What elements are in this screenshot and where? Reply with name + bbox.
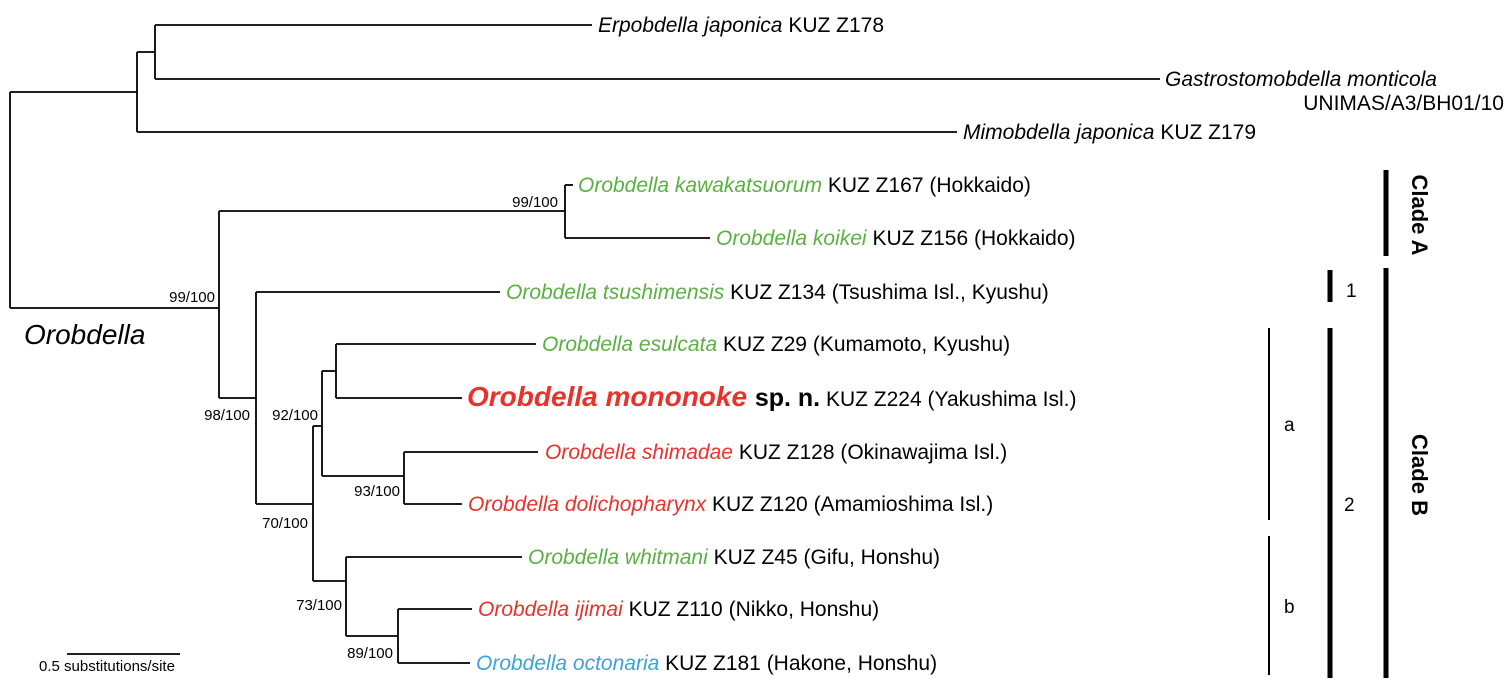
support-values: [169, 194, 558, 662]
taxon-orobdella-ijimai: Orobdella ijimai KUZ Z110 (Nikko, Honshu): [478, 598, 880, 621]
taxon-gastrostomobdella-monticola: Gastrostomobdella monticola: [1165, 68, 1437, 91]
label-clade-b: Clade B: [1407, 434, 1432, 516]
label-clade-a: Clade A: [1407, 174, 1432, 256]
support-subclade-a: 92/100: [272, 407, 318, 424]
taxon-orobdella-kawakatsuorum: Orobdella kawakatsuorum KUZ Z167 (Hokkaido): [578, 174, 1031, 197]
support-subclade-b: 73/100: [296, 597, 342, 614]
label-group-1: 1: [1346, 281, 1357, 302]
taxon-orobdella-esulcata: Orobdella esulcata KUZ Z29 (Kumamoto, Kyushu): [542, 333, 1011, 356]
label-subgroup-a: a: [1284, 415, 1295, 436]
label-group-2: 2: [1344, 495, 1355, 516]
support-orobdella: 99/100: [169, 289, 215, 306]
taxon-orobdella-mononoke: Orobdella mononoke sp. n. KUZ Z224 (Yakushima Isl.): [467, 381, 1077, 412]
taxon-orobdella-dolichopharynx: Orobdella dolichopharynx KUZ Z120 (Amamioshima Isl.): [468, 493, 994, 516]
support-clade-b: 98/100: [204, 407, 250, 424]
label-subgroup-b: b: [1284, 597, 1295, 618]
support-kawakatsuorum-koikei: 99/100: [512, 194, 558, 211]
genus-label-orobdella: Orobdella: [24, 319, 146, 350]
taxon-orobdella-octonaria: Orobdella octonaria KUZ Z181 (Hakone, Honshu): [476, 652, 938, 675]
scale-bar: [39, 654, 180, 675]
scale-bar-text: 0.5 substitutions/site: [39, 658, 175, 675]
taxon-orobdella-shimadae: Orobdella shimadae KUZ Z128 (Okinawajima Isl.): [545, 441, 1008, 464]
taxon-labels: [467, 14, 1504, 675]
taxon-orobdella-tsushimensis: Orobdella tsushimensis KUZ Z134 (Tsushima Isl., Kyushu): [506, 281, 1049, 304]
support-clade-2: 70/100: [262, 515, 308, 532]
support-shimadae-dolichopharynx: 93/100: [354, 483, 400, 500]
clade-labels: [1284, 174, 1432, 618]
taxon-orobdella-koikei: Orobdella koikei KUZ Z156 (Hokkaido): [716, 227, 1076, 250]
taxon-gastrostomobdella-voucher: UNIMAS/A3/BH01/10: [1303, 92, 1504, 115]
taxon-orobdella-whitmani: Orobdella whitmani KUZ Z45 (Gifu, Honshu): [528, 546, 941, 569]
taxon-mimobdella-japonica: Mimobdella japonica KUZ Z179: [963, 121, 1257, 144]
support-ijimai-octonaria: 89/100: [347, 645, 393, 662]
taxon-erpobdella-japonica: Erpobdella japonica KUZ Z178: [598, 14, 885, 37]
